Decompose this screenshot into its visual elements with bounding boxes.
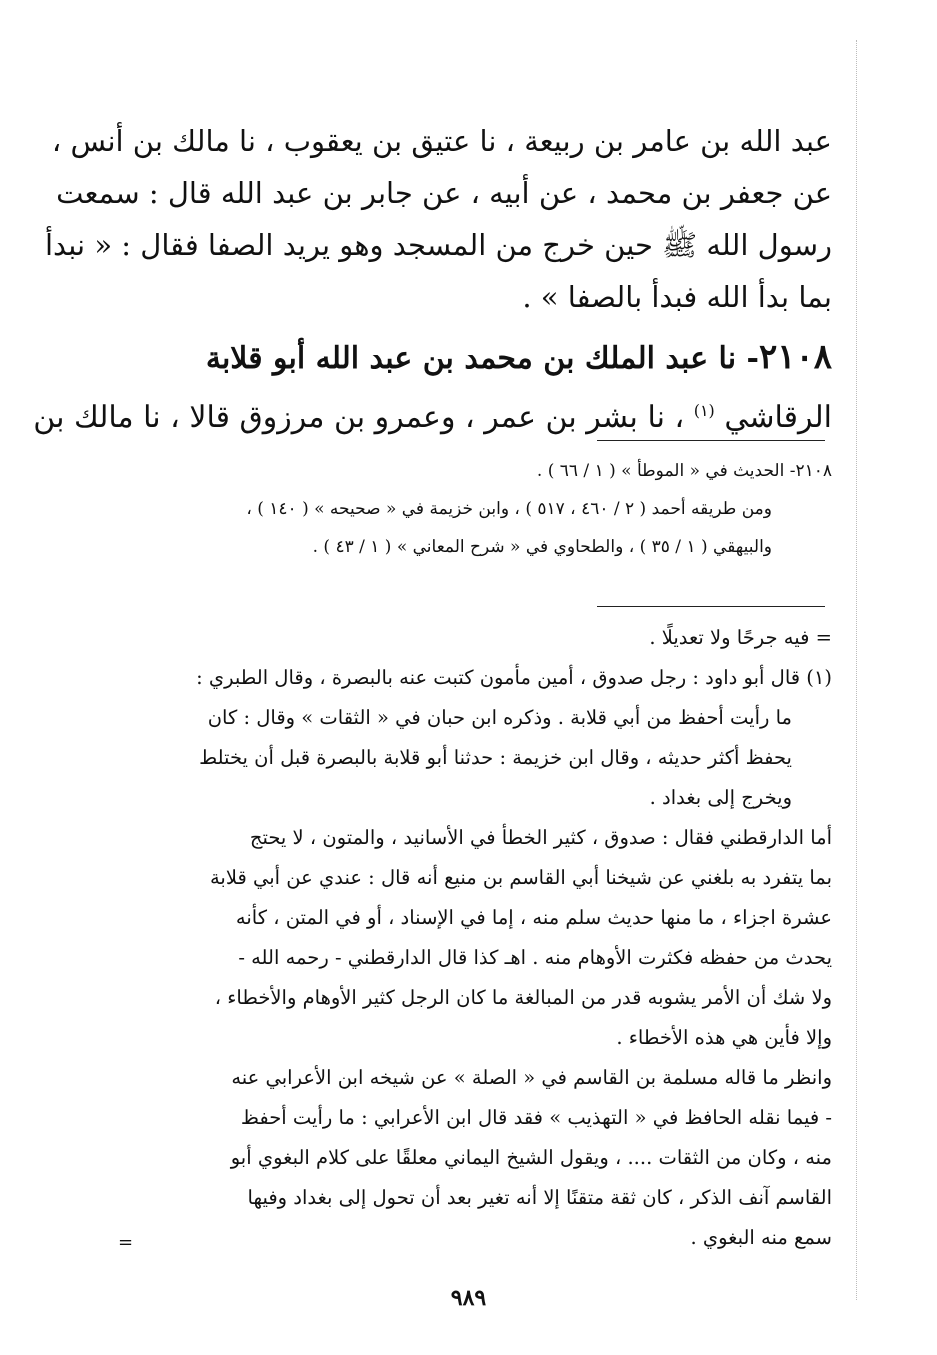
footnote-reference[interactable]: (١) <box>693 401 715 420</box>
note-line: ويخرج إلى بغداد . <box>649 786 792 809</box>
hadith-text: ، نا بشر بن عمر ، وعمرو بن مرزوق قالا ، نا مالك بن <box>33 400 685 435</box>
note-line: منه ، وكان من الثقات .... ، ويقول الشيخ اليماني معلقًا على كلام البغوي أبو <box>230 1146 832 1169</box>
takhrij-line: ٢١٠٨- الحديث في « الموطأ » ( ١ / ٦٦ ) . <box>536 461 832 481</box>
footnote-divider <box>597 440 825 441</box>
note-line: يحدث من حفظه فكثرت الأوهام منه . اهـ كذا قال الدارقطني - رحمه الله - <box>238 946 832 969</box>
main-text-line: عبد الله بن عامر بن ربيعة ، نا عتيق بن يعقوب ، نا مالك بن أنس ، <box>51 124 832 158</box>
main-text-line: بما بدأ الله فبدأ بالصفا » . <box>522 280 832 314</box>
takhrij-section <box>120 452 832 566</box>
continuation-mark: = <box>118 1232 134 1253</box>
main-text <box>33 115 832 444</box>
takhrij-line: ومن طريقه أحمد ( ٢ / ٤٦٠ ، ٥١٧ ) ، وابن خزيمة في « صحيحه » ( ١٤٠ ) ، <box>246 499 772 519</box>
note-line: ولا شك أن الأمر يشوبه قدر من المبالغة ما كان الرجل كثير الأوهام والأخطاء ، <box>214 986 832 1009</box>
page-number: ٩٨٩ <box>450 1285 487 1311</box>
notes-section <box>110 618 832 1258</box>
hadith-text: الرقاشي <box>724 400 832 435</box>
note-line: ما رأيت أحفظ من أبي قلابة . وذكره ابن حبان في « الثقات » وقال : كان <box>207 706 792 729</box>
note-continuation: = فيه جرحًا ولا تعديلًا . <box>649 626 832 649</box>
note-line: وانظر ما قاله مسلمة بن القاسم في « الصلة » عن شيخه ابن الأعرابي عنه <box>231 1066 832 1089</box>
takhrij-line: والبيهقي ( ١ / ٣٥ ) ، والطحاوي في « شرح المعاني » ( ١ / ٤٣ ) . <box>312 537 772 557</box>
note-line: - فيما نقله الحافظ في « التهذيب » فقد قال ابن الأعرابي : ما رأيت أحفظ <box>240 1106 832 1129</box>
hadith-line <box>33 385 832 444</box>
note-line: وإلا فأين هي هذه الأخطاء . <box>616 1026 832 1049</box>
note-line: القاسم آنف الذكر ، كان ثقة متقنًا إلا أنه تغير بعد أن تحول إلى بغداد وفيها <box>247 1186 832 1209</box>
hadith-number: ٢١٠٨ <box>758 337 832 377</box>
main-text-line: عن جعفر بن محمد ، عن أبيه ، عن جابر بن عبد الله قال : سمعت <box>56 176 832 210</box>
notes-divider <box>597 606 825 607</box>
note-line: يحفظ أكثر حديثه ، وقال ابن خزيمة : حدثنا أبو قلابة بالبصرة قبل أن يختلط <box>199 746 792 769</box>
hadith-text: - نا عبد الملك بن محمد بن عبد الله أبو قلابة <box>205 341 759 376</box>
note-line: عشرة اجزاء ، ما منها حديث سلم منه ، إما في الإسناد ، أو في المتن ، كأنه <box>235 906 832 929</box>
note-line: بما يتفرد به بلغني عن شيخنا أبي القاسم بن منيع أنه قال : عندي عن أبي قلابة <box>209 866 832 889</box>
hadith-paragraph <box>33 331 832 444</box>
note-line: سمع منه البغوي . <box>690 1226 832 1249</box>
main-text-line: رسول الله ﷺ حين خرج من المسجد وهو يريد الصفا فقال : « نبدأ <box>45 228 832 262</box>
note-line: (١) قال أبو داود : رجل صدوق ، أمين مأمون كتبت عنه بالبصرة ، وقال الطبري : <box>196 666 832 689</box>
scan-edge-dots <box>856 40 859 1300</box>
hadith-line <box>120 331 832 385</box>
note-line: أما الدارقطني فقال : صدوق ، كثير الخطأ في الأسانيد ، والمتون ، لا يحتج <box>249 826 832 849</box>
